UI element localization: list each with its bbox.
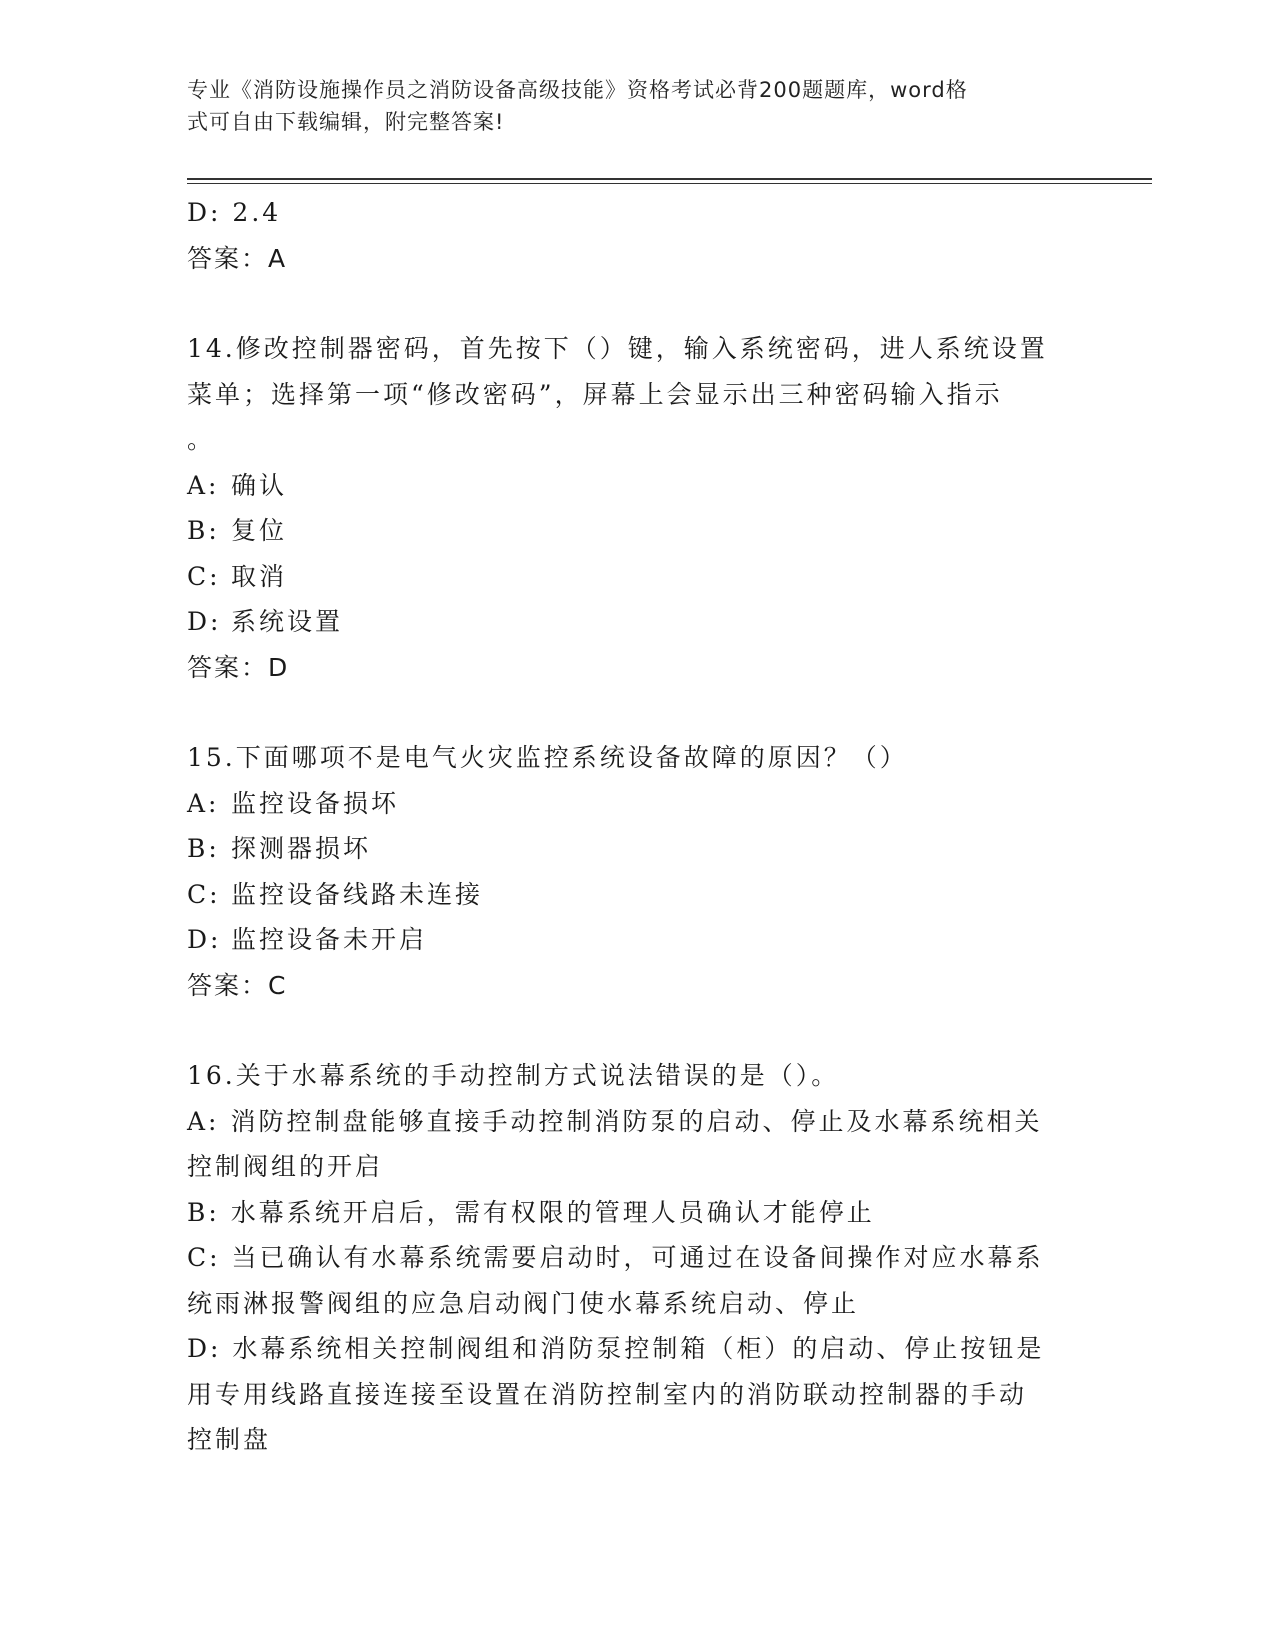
option-c bbox=[187, 554, 1087, 600]
option-a bbox=[187, 781, 1087, 827]
question-16 bbox=[187, 1053, 1087, 1463]
option-key: D: bbox=[187, 607, 222, 636]
question-text-line: 16.关于水幕系统的手动控制方式说法错误的是（）。 bbox=[187, 1061, 840, 1090]
option-text-line: 控制盘 bbox=[187, 1425, 272, 1454]
option-text: 水幕系统相关控制阀组和消防泵控制箱（柜）的启动、停止按钮是 bbox=[232, 1334, 1045, 1363]
option-d bbox=[187, 1326, 1087, 1463]
option-key: D: bbox=[187, 1334, 222, 1363]
question-15 bbox=[187, 735, 1087, 1008]
option-key: B: bbox=[187, 1197, 220, 1227]
option-text: 当已确认有水幕系统需要启动时，可通过在设备间操作对应水幕系 bbox=[231, 1243, 1044, 1272]
option-text-line bbox=[187, 1235, 1087, 1281]
option-key: B: bbox=[187, 516, 220, 545]
option-a bbox=[187, 463, 1087, 509]
header-line-2: 式可自由下载编辑，附完整答案! bbox=[187, 110, 505, 134]
answer: 答案：D bbox=[187, 652, 290, 682]
option-key: C: bbox=[187, 879, 221, 909]
option-key: A: bbox=[187, 1106, 220, 1136]
option-key: C: bbox=[187, 561, 221, 591]
option-text: 确认 bbox=[231, 470, 288, 500]
option-key: A: bbox=[187, 470, 220, 500]
option-text: 取消 bbox=[231, 561, 288, 591]
option-text: 监控设备未开启 bbox=[231, 925, 428, 954]
option-a bbox=[187, 1099, 1087, 1190]
option-key: D: bbox=[187, 925, 222, 954]
option-c bbox=[187, 872, 1087, 918]
question-14 bbox=[187, 326, 1087, 690]
option-text: 探测器损坏 bbox=[231, 834, 372, 863]
option-d bbox=[187, 599, 1087, 645]
option-text: 水幕系统开启后，需有权限的管理人员确认才能停止 bbox=[230, 1197, 875, 1227]
question-text-line: 15.下面哪项不是电气火灾监控系统设备故障的原因？（） bbox=[187, 743, 908, 772]
answer: 答案：C bbox=[187, 970, 288, 1000]
option-b bbox=[187, 1190, 1087, 1236]
answer: 答案：A bbox=[187, 243, 288, 273]
option-text-line: 统雨淋报警阀组的应急启动阀门使水幕系统启动、停止 bbox=[187, 1288, 860, 1318]
option-text-line bbox=[187, 1099, 1087, 1145]
question-text-line: 菜单；选择第一项“修改密码”，屏幕上会显示出三种密码输入指示 bbox=[187, 379, 1003, 409]
option-b bbox=[187, 826, 1087, 872]
document-header bbox=[187, 74, 1067, 138]
question-text-line: 14.修改控制器密码，首先按下（）键，输入系统密码，进人系统设置 bbox=[187, 334, 1048, 363]
option-b bbox=[187, 508, 1087, 554]
option-text-line bbox=[187, 1190, 1087, 1236]
option-key: B: bbox=[187, 834, 220, 863]
option-d: D: 2.4 bbox=[187, 198, 282, 227]
option-text-line: 控制阀组的开启 bbox=[187, 1152, 384, 1181]
question-text-line: 。 bbox=[187, 425, 216, 454]
header-rule-thin bbox=[187, 183, 1152, 184]
option-text: 消防控制盘能够直接手动控制消防泵的启动、停止及水幕系统相关 bbox=[230, 1106, 1043, 1136]
option-c bbox=[187, 1235, 1087, 1326]
option-text: 监控设备线路未连接 bbox=[231, 879, 484, 909]
option-d bbox=[187, 917, 1087, 963]
option-text: 复位 bbox=[231, 516, 288, 545]
option-key: C: bbox=[187, 1243, 221, 1272]
document-body bbox=[187, 190, 1087, 1463]
option-text-line: 用专用线路直接连接至设置在消防控制室内的消防联动控制器的手动 bbox=[187, 1379, 1028, 1409]
option-key: A: bbox=[187, 788, 220, 818]
prev-question-tail bbox=[187, 190, 1087, 281]
option-text: 监控设备损坏 bbox=[231, 788, 400, 818]
option-text: 系统设置 bbox=[231, 607, 344, 636]
header-rule-thick bbox=[187, 178, 1152, 180]
option-text-line bbox=[187, 1326, 1087, 1372]
header-line-1: 专业《消防设施操作员之消防设备高级技能》资格考试必背200题题库，word格 bbox=[187, 78, 968, 102]
